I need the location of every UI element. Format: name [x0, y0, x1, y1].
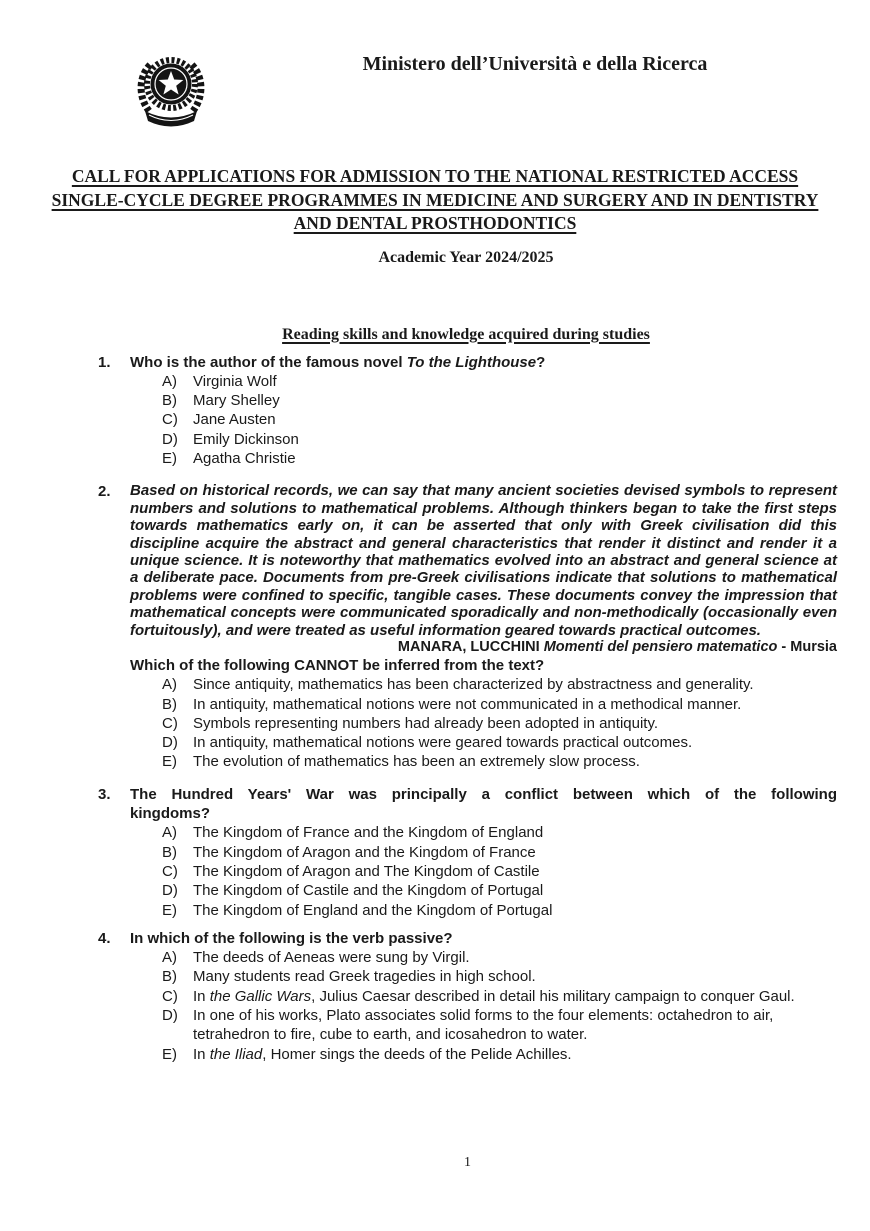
question-4-option-c: [130, 987, 837, 1006]
option-text: In antiquity, mathematical notions were geared towards practical outcomes.: [193, 734, 693, 752]
question-1-body: [130, 353, 837, 469]
book-title-italic: Momenti del pensiero matematico: [543, 638, 778, 655]
question-2-number: 2.: [98, 483, 111, 501]
question-4-option-e: [130, 1045, 837, 1064]
question-4-option-a: [130, 948, 837, 967]
question-2-option-b: [130, 695, 837, 714]
option-text: Symbols representing numbers had already been adopted in antiquity.: [193, 714, 659, 732]
question-1-option-d: [130, 430, 837, 449]
option-text: Agatha Christie: [193, 449, 296, 467]
question-3-option-a: [130, 823, 837, 842]
option-label: D): [162, 882, 178, 900]
option-label: E): [162, 1045, 177, 1063]
ministry-title: Ministero dell’Università e della Ricerca: [362, 53, 708, 75]
option-text: Jane Austen: [193, 411, 276, 429]
question-4-body: [130, 929, 837, 1064]
option-text: In antiquity, mathematical notions were not communicated in a methodical manner.: [193, 695, 742, 713]
option-text: The Kingdom of England and the Kingdom of Portugal: [193, 901, 553, 919]
section-heading-text: Reading skills and knowledge acquired during studies: [282, 325, 650, 343]
question-1-option-e: [130, 449, 837, 468]
section-heading: [0, 325, 870, 345]
option-text: Emily Dickinson: [193, 430, 299, 448]
academic-year: Academic Year 2024/2025: [378, 248, 554, 266]
question-2-body: [130, 482, 837, 771]
option-label: B): [162, 392, 177, 410]
question-3-option-d: [130, 881, 837, 900]
option-label: D): [162, 734, 178, 752]
option-label: A): [162, 824, 177, 842]
question-2-option-e: [130, 752, 837, 771]
option-text: The evolution of mathematics has been an extremely slow process.: [193, 753, 640, 771]
option-label: C): [162, 714, 178, 732]
option-text: The Kingdom of Castile and the Kingdom of Portugal: [193, 882, 544, 900]
option-text: The Kingdom of Aragon and The Kingdom of Castile: [193, 862, 540, 880]
question-3-number: 3.: [98, 785, 111, 803]
option-label: B): [162, 968, 177, 986]
option-text: In the Gallic Wars, Julius Caesar described in detail his military campaign to conquer Gaul.: [193, 987, 795, 1005]
question-4-number: 4.: [98, 929, 111, 947]
question-2-option-a: [130, 675, 837, 694]
call-title: [36, 165, 834, 236]
option-label: E): [162, 753, 177, 771]
option-label: D): [162, 430, 178, 448]
option-text: The deeds of Aeneas were sung by Virgil.: [193, 949, 470, 967]
option-label: C): [162, 862, 178, 880]
option-label: A): [162, 676, 177, 694]
book-title-italic: To the Lighthouse: [406, 353, 537, 371]
question-3-body: [130, 785, 837, 920]
option-label: C): [162, 411, 178, 429]
option-text: In one of his works, Plato associates solid forms to the four elements: octahedron to air, tetrahedron to fire, cube to earth, and icosahedron to water.: [193, 1006, 774, 1044]
option-label: A): [162, 949, 177, 967]
option-text: Mary Shelley: [193, 392, 280, 410]
page-number: 1: [464, 1155, 471, 1170]
option-label: A): [162, 372, 177, 390]
option-label: E): [162, 901, 177, 919]
question-1-option-b: [130, 391, 837, 410]
question-4-stem: In which of the following is the verb passive?: [130, 929, 453, 947]
question-3-option-b: [130, 843, 837, 862]
question-3-stem: The Hundred Years' War was principally a conflict between which of the following kingdoms?: [130, 785, 837, 823]
question-1-option-a: [130, 372, 837, 391]
question-1-number: 1.: [98, 353, 111, 371]
question-3-option-e: [130, 901, 837, 920]
question-4-option-d: [130, 1006, 837, 1045]
question-list: [0, 345, 870, 1064]
question-2-stem: Which of the following CANNOT be inferred from the text?: [130, 656, 545, 674]
document-header: [0, 0, 870, 130]
question-1: [98, 353, 837, 469]
question-2-attribution: MANARA, LUCCHINI Momenti del pensiero matematico - Mursia: [397, 638, 837, 655]
book-title-italic: the Gallic Wars: [209, 987, 312, 1005]
question-2-option-c: [130, 714, 837, 733]
question-1-stem: Who is the author of the famous novel To the Lighthouse?: [130, 353, 546, 371]
question-2: [98, 482, 837, 771]
option-label: E): [162, 449, 177, 467]
question-2-option-d: [130, 733, 837, 752]
question-3: [98, 785, 837, 920]
question-4-option-b: [130, 967, 837, 986]
call-title-line-3: AND DENTAL PROSTHODONTICS: [293, 213, 577, 233]
option-text: Virginia Wolf: [193, 372, 277, 390]
call-title-line-1: CALL FOR APPLICATIONS FOR ADMISSION TO THE NATIONAL RESTRICTED ACCESS: [71, 166, 799, 186]
option-text: The Kingdom of Aragon and the Kingdom of France: [193, 843, 536, 861]
question-1-option-c: [130, 410, 837, 429]
option-text: The Kingdom of France and the Kingdom of England: [193, 824, 544, 842]
book-title-italic: the Iliad: [209, 1045, 263, 1063]
option-text: Since antiquity, mathematics has been characterized by abstractness and generality.: [193, 676, 754, 694]
option-label: C): [162, 987, 178, 1005]
option-label: B): [162, 695, 177, 713]
option-text: Many students read Greek tragedies in high school.: [193, 968, 536, 986]
call-title-line-2: SINGLE-CYCLE DEGREE PROGRAMMES IN MEDICINE AND SURGERY AND IN DENTISTRY: [51, 189, 819, 210]
question-2-passage: Based on historical records, we can say that many ancient societies devised symbols to represent numbers and solutions to mathematical problems. Although thinkers began to take the first steps towards mathematics early on, it can be asserted that only with Greek civilisation did this discipline acquire the abstract and general characteristics that render it distinct and render it a unique science. It is noteworthy that mathematics evolved into an abstract and general science at a deliberate pace. Documents from pre-Greek civilisations indicate that solutions to mathematical problems were confined to specific, tangible cases. These documents convey the impression that mathematical concepts were communicated sporadically and non-methodically (occasionally even fortuitously), and were treated as useful information geared towards practical outcomes.: [130, 482, 837, 639]
question-3-option-c: [130, 862, 837, 881]
option-label: B): [162, 843, 177, 861]
option-label: D): [162, 1006, 178, 1024]
italian-republic-emblem-icon: [135, 49, 207, 129]
option-text: In the Iliad, Homer sings the deeds of the Pelide Achilles.: [193, 1045, 572, 1063]
question-4: [98, 929, 837, 1064]
